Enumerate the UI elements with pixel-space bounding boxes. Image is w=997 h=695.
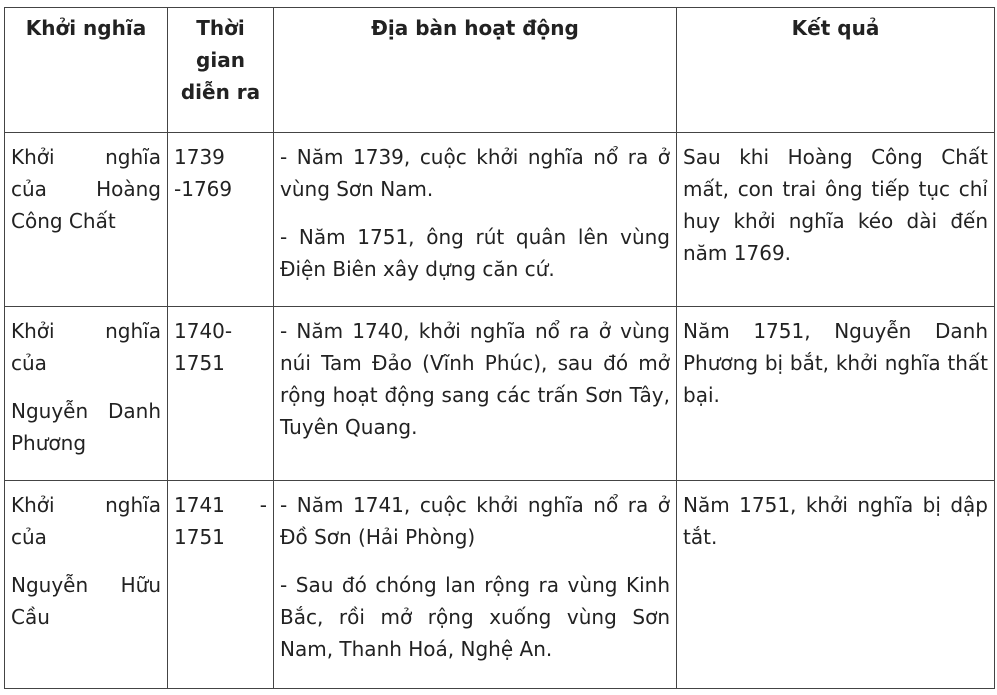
area-paragraph: - Năm 1739, cuộc khởi nghĩa nổ ra ở vùng Sơn Nam. [280, 145, 670, 201]
table-row [5, 133, 995, 307]
uprising-name-line: Nguyễn Hữu [11, 573, 161, 597]
result-text: Sau khi Hoàng Công Chất mất, con trai ông tiếp tục chỉ huy khởi nghĩa kéo dài đến năm 1769. [683, 145, 988, 265]
table-row [5, 307, 995, 481]
header-time [168, 8, 274, 133]
table-row [5, 481, 995, 689]
uprising-name-line: Khởi nghĩa [11, 319, 161, 343]
result-text: Năm 1751, khởi nghĩa bị dập tắt. [683, 493, 988, 549]
uprising-name-line: của Hoàng [11, 177, 161, 201]
time-cell [168, 481, 274, 689]
time-line: 1739 [174, 145, 225, 169]
area-paragraph: - Năm 1741, cuộc khởi nghĩa nổ ra ở Đồ Sơn (Hải Phòng) [280, 493, 670, 549]
uprising-name-line: Khởi nghĩa [11, 493, 161, 517]
header-uprising: Khởi nghĩa [5, 8, 168, 133]
area-cell [274, 133, 677, 307]
time-line: 1751 [174, 351, 225, 375]
area-paragraph: - Năm 1740, khởi nghĩa nổ ra ở vùng núi Tam Đảo (Vĩnh Phúc), sau đó mở rộng hoạt động sang các trấn Sơn Tây, Tuyên Quang. [280, 319, 670, 439]
time-line: 1740- [174, 319, 233, 343]
area-cell [274, 481, 677, 689]
uprising-name-cell [5, 307, 168, 481]
time-cell [168, 133, 274, 307]
table-header-row [5, 8, 995, 133]
area-paragraph: - Sau đó chóng lan rộng ra vùng Kinh Bắc, rồi mở rộng xuống vùng Sơn Nam, Thanh Hoá, Nghệ An. [280, 573, 670, 661]
header-time-text: Thời gian diễn ra [180, 16, 261, 104]
time-line: 1751 [174, 525, 225, 549]
result-cell [677, 133, 995, 307]
time-line: 1741 - [174, 493, 267, 517]
uprisings-table [4, 7, 995, 689]
uprising-name-line: Nguyễn Danh [11, 399, 161, 423]
time-line: -1769 [174, 177, 233, 201]
uprising-name-line: Phương [11, 431, 87, 455]
uprising-name-cell [5, 481, 168, 689]
result-cell [677, 307, 995, 481]
uprising-name-line: Công Chất [11, 209, 116, 233]
uprising-name-line: Cầu [11, 605, 50, 629]
uprising-name-line: của [11, 525, 47, 549]
area-cell [274, 307, 677, 481]
uprising-name-line: của [11, 351, 47, 375]
area-paragraph: - Năm 1751, ông rút quân lên vùng Điện Biên xây dựng căn cứ. [280, 225, 670, 281]
header-result: Kết quả [677, 8, 995, 133]
result-text: Năm 1751, Nguyễn Danh Phương bị bắt, khởi nghĩa thất bại. [683, 319, 988, 407]
uprising-name-line: Khởi nghĩa [11, 145, 161, 169]
time-cell [168, 307, 274, 481]
result-cell [677, 481, 995, 689]
uprising-name-cell [5, 133, 168, 307]
header-area: Địa bàn hoạt động [274, 8, 677, 133]
